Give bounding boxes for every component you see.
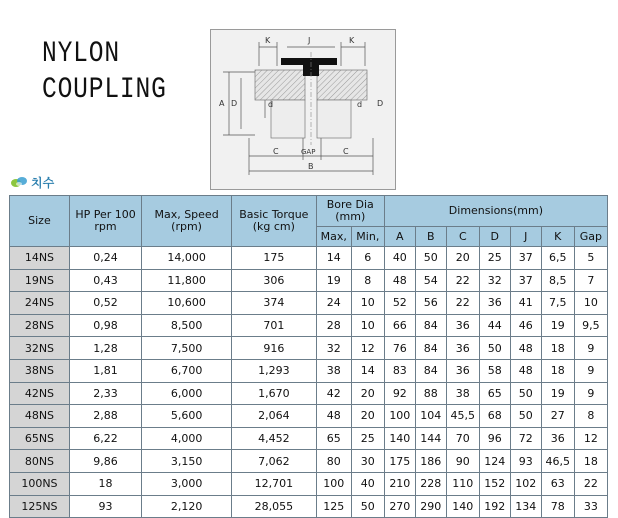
cell-gap: 9 <box>574 337 607 360</box>
header-dimensions: Dimensions(mm) <box>384 196 607 227</box>
cell-d: 65 <box>479 382 510 405</box>
cell-bore-max: 48 <box>316 405 351 428</box>
cell-d: 44 <box>479 314 510 337</box>
cell-bore-min: 14 <box>351 359 384 382</box>
table-row <box>10 269 608 292</box>
cell-size: 19NS <box>10 269 70 292</box>
dim-label-a: A <box>219 99 225 108</box>
cell-d: 192 <box>479 495 510 518</box>
cell-bore-min: 20 <box>351 382 384 405</box>
cell-b: 144 <box>415 427 446 450</box>
cell-bore-max: 100 <box>316 472 351 495</box>
cell-speed: 8,500 <box>142 314 232 337</box>
cell-a: 83 <box>384 359 415 382</box>
cell-hp: 18 <box>69 472 141 495</box>
cell-a: 66 <box>384 314 415 337</box>
cell-gap: 8 <box>574 405 607 428</box>
cell-bore-max: 38 <box>316 359 351 382</box>
title-line-1: NYLON <box>42 37 120 71</box>
cell-c: 110 <box>446 472 479 495</box>
cell-speed: 14,000 <box>142 247 232 270</box>
cell-k: 78 <box>541 495 574 518</box>
cell-gap: 22 <box>574 472 607 495</box>
cell-j: 37 <box>510 247 541 270</box>
cell-gap: 9 <box>574 382 607 405</box>
cell-hp: 2,33 <box>69 382 141 405</box>
cell-j: 72 <box>510 427 541 450</box>
cell-size: 80NS <box>10 450 70 473</box>
cell-k: 63 <box>541 472 574 495</box>
cell-speed: 10,600 <box>142 292 232 315</box>
header-dim-c: C <box>446 227 479 247</box>
cell-c: 22 <box>446 269 479 292</box>
cell-bore-max: 125 <box>316 495 351 518</box>
cell-gap: 33 <box>574 495 607 518</box>
cell-d: 25 <box>479 247 510 270</box>
header-bore-min: Min, <box>351 227 384 247</box>
cell-hp: 2,88 <box>69 405 141 428</box>
table-row <box>10 427 608 450</box>
cell-d: 58 <box>479 359 510 382</box>
cell-c: 20 <box>446 247 479 270</box>
cell-bore-max: 65 <box>316 427 351 450</box>
cell-hp: 0,52 <box>69 292 141 315</box>
cell-d: 36 <box>479 292 510 315</box>
cell-bore-min: 50 <box>351 495 384 518</box>
dim-label-d-upper-right: D <box>377 99 384 108</box>
cell-speed: 3,000 <box>142 472 232 495</box>
cell-speed: 2,120 <box>142 495 232 518</box>
cell-bore-max: 14 <box>316 247 351 270</box>
cell-torque: 916 <box>232 337 317 360</box>
cell-c: 38 <box>446 382 479 405</box>
title-line-2: COUPLING <box>42 73 167 107</box>
cell-speed: 4,000 <box>142 427 232 450</box>
coupling-dimension-drawing <box>210 29 396 190</box>
cell-torque: 1,293 <box>232 359 317 382</box>
cell-size: 65NS <box>10 427 70 450</box>
cell-torque: 7,062 <box>232 450 317 473</box>
cell-bore-min: 25 <box>351 427 384 450</box>
cell-speed: 7,500 <box>142 337 232 360</box>
cell-size: 24NS <box>10 292 70 315</box>
cell-bore-min: 30 <box>351 450 384 473</box>
cell-k: 7,5 <box>541 292 574 315</box>
header-dim-d: D <box>479 227 510 247</box>
header-dim-a: A <box>384 227 415 247</box>
cell-b: 104 <box>415 405 446 428</box>
cell-c: 36 <box>446 314 479 337</box>
cell-torque: 1,670 <box>232 382 317 405</box>
cell-bore-max: 80 <box>316 450 351 473</box>
table-row <box>10 495 608 518</box>
cell-a: 140 <box>384 427 415 450</box>
cell-j: 41 <box>510 292 541 315</box>
table-row <box>10 359 608 382</box>
cell-bore-max: 19 <box>316 269 351 292</box>
cell-bore-min: 8 <box>351 269 384 292</box>
cell-b: 88 <box>415 382 446 405</box>
cell-b: 84 <box>415 359 446 382</box>
cell-j: 50 <box>510 405 541 428</box>
section-header <box>10 173 54 191</box>
cell-hp: 6,22 <box>69 427 141 450</box>
cell-a: 210 <box>384 472 415 495</box>
cell-speed: 5,600 <box>142 405 232 428</box>
cell-k: 18 <box>541 359 574 382</box>
cell-bore-min: 40 <box>351 472 384 495</box>
table-row <box>10 247 608 270</box>
cell-c: 45,5 <box>446 405 479 428</box>
cell-d: 68 <box>479 405 510 428</box>
cell-j: 48 <box>510 359 541 382</box>
cell-hp: 0,24 <box>69 247 141 270</box>
cell-b: 290 <box>415 495 446 518</box>
dim-label-k: K <box>265 36 271 45</box>
cell-bore-min: 20 <box>351 405 384 428</box>
header-dim-gap: Gap <box>574 227 607 247</box>
cell-bore-max: 32 <box>316 337 351 360</box>
cell-d: 32 <box>479 269 510 292</box>
cell-bore-min: 6 <box>351 247 384 270</box>
cell-torque: 306 <box>232 269 317 292</box>
cell-hp: 1,28 <box>69 337 141 360</box>
cell-c: 140 <box>446 495 479 518</box>
dim-label-j: J <box>308 36 311 45</box>
header-dim-b: B <box>415 227 446 247</box>
dim-label-c2: C <box>343 147 349 156</box>
header-dim-j: J <box>510 227 541 247</box>
cell-b: 54 <box>415 269 446 292</box>
cell-hp: 9,86 <box>69 450 141 473</box>
cell-size: 48NS <box>10 405 70 428</box>
cell-a: 92 <box>384 382 415 405</box>
cell-k: 27 <box>541 405 574 428</box>
cell-c: 36 <box>446 337 479 360</box>
cell-a: 270 <box>384 495 415 518</box>
cell-gap: 7 <box>574 269 607 292</box>
cell-b: 56 <box>415 292 446 315</box>
dim-label-c: C <box>273 147 279 156</box>
cell-size: 32NS <box>10 337 70 360</box>
cell-bore-min: 10 <box>351 314 384 337</box>
dim-label-d-upper: D <box>231 99 238 108</box>
cell-hp: 0,98 <box>69 314 141 337</box>
cell-b: 228 <box>415 472 446 495</box>
cell-j: 50 <box>510 382 541 405</box>
cell-b: 186 <box>415 450 446 473</box>
table-row <box>10 337 608 360</box>
cell-j: 93 <box>510 450 541 473</box>
cell-j: 37 <box>510 269 541 292</box>
cell-torque: 701 <box>232 314 317 337</box>
cell-torque: 374 <box>232 292 317 315</box>
cell-a: 76 <box>384 337 415 360</box>
cell-k: 46,5 <box>541 450 574 473</box>
leaf-bullet-icon <box>10 175 28 189</box>
cell-b: 84 <box>415 337 446 360</box>
cell-speed: 11,800 <box>142 269 232 292</box>
cell-size: 28NS <box>10 314 70 337</box>
cell-k: 18 <box>541 337 574 360</box>
cell-hp: 1,81 <box>69 359 141 382</box>
table-row <box>10 382 608 405</box>
product-title <box>42 36 173 108</box>
cell-d: 124 <box>479 450 510 473</box>
table-body <box>10 247 608 518</box>
cell-torque: 175 <box>232 247 317 270</box>
cell-size: 100NS <box>10 472 70 495</box>
cell-d: 152 <box>479 472 510 495</box>
header-bore: Bore Dia (mm) <box>316 196 384 227</box>
cell-torque: 12,701 <box>232 472 317 495</box>
table-row <box>10 292 608 315</box>
dim-label-k2: K <box>349 36 355 45</box>
cell-j: 134 <box>510 495 541 518</box>
table-row <box>10 450 608 473</box>
cell-torque: 4,452 <box>232 427 317 450</box>
cell-speed: 3,150 <box>142 450 232 473</box>
header-hp: HP Per 100 rpm <box>69 196 141 247</box>
cell-speed: 6,000 <box>142 382 232 405</box>
header-size: Size <box>10 196 70 247</box>
cell-c: 90 <box>446 450 479 473</box>
cell-a: 52 <box>384 292 415 315</box>
cell-torque: 2,064 <box>232 405 317 428</box>
cell-a: 175 <box>384 450 415 473</box>
cell-bore-max: 42 <box>316 382 351 405</box>
cell-c: 36 <box>446 359 479 382</box>
table-row <box>10 314 608 337</box>
header-torque: Basic Torque (kg cm) <box>232 196 317 247</box>
dim-label-d-lower: d <box>268 100 274 109</box>
section-label: 치수 <box>31 175 55 190</box>
dim-label-d-lower-right: d <box>357 100 363 109</box>
cell-bore-max: 28 <box>316 314 351 337</box>
cell-a: 40 <box>384 247 415 270</box>
cell-k: 8,5 <box>541 269 574 292</box>
dim-label-b: B <box>308 162 314 171</box>
cell-bore-min: 12 <box>351 337 384 360</box>
cell-k: 36 <box>541 427 574 450</box>
header-bore-max: Max, <box>316 227 351 247</box>
cell-a: 48 <box>384 269 415 292</box>
cell-j: 48 <box>510 337 541 360</box>
cell-gap: 9,5 <box>574 314 607 337</box>
table-row <box>10 405 608 428</box>
cell-size: 125NS <box>10 495 70 518</box>
cell-gap: 10 <box>574 292 607 315</box>
cell-bore-max: 24 <box>316 292 351 315</box>
cell-size: 42NS <box>10 382 70 405</box>
cell-b: 84 <box>415 314 446 337</box>
cell-bore-min: 10 <box>351 292 384 315</box>
cell-j: 102 <box>510 472 541 495</box>
cell-hp: 0,43 <box>69 269 141 292</box>
cell-c: 70 <box>446 427 479 450</box>
cell-k: 19 <box>541 382 574 405</box>
cell-gap: 5 <box>574 247 607 270</box>
cell-d: 50 <box>479 337 510 360</box>
specification-table <box>9 195 608 518</box>
cell-gap: 12 <box>574 427 607 450</box>
cell-b: 50 <box>415 247 446 270</box>
cell-size: 14NS <box>10 247 70 270</box>
cell-gap: 18 <box>574 450 607 473</box>
cell-k: 6,5 <box>541 247 574 270</box>
cell-speed: 6,700 <box>142 359 232 382</box>
header-dim-k: K <box>541 227 574 247</box>
cell-size: 38NS <box>10 359 70 382</box>
dim-label-gap: GAP <box>301 148 316 156</box>
cell-c: 22 <box>446 292 479 315</box>
cell-j: 46 <box>510 314 541 337</box>
cell-a: 100 <box>384 405 415 428</box>
header-speed: Max, Speed (rpm) <box>142 196 232 247</box>
cell-gap: 9 <box>574 359 607 382</box>
cell-d: 96 <box>479 427 510 450</box>
cell-hp: 93 <box>69 495 141 518</box>
cell-k: 19 <box>541 314 574 337</box>
cell-torque: 28,055 <box>232 495 317 518</box>
table-row <box>10 472 608 495</box>
